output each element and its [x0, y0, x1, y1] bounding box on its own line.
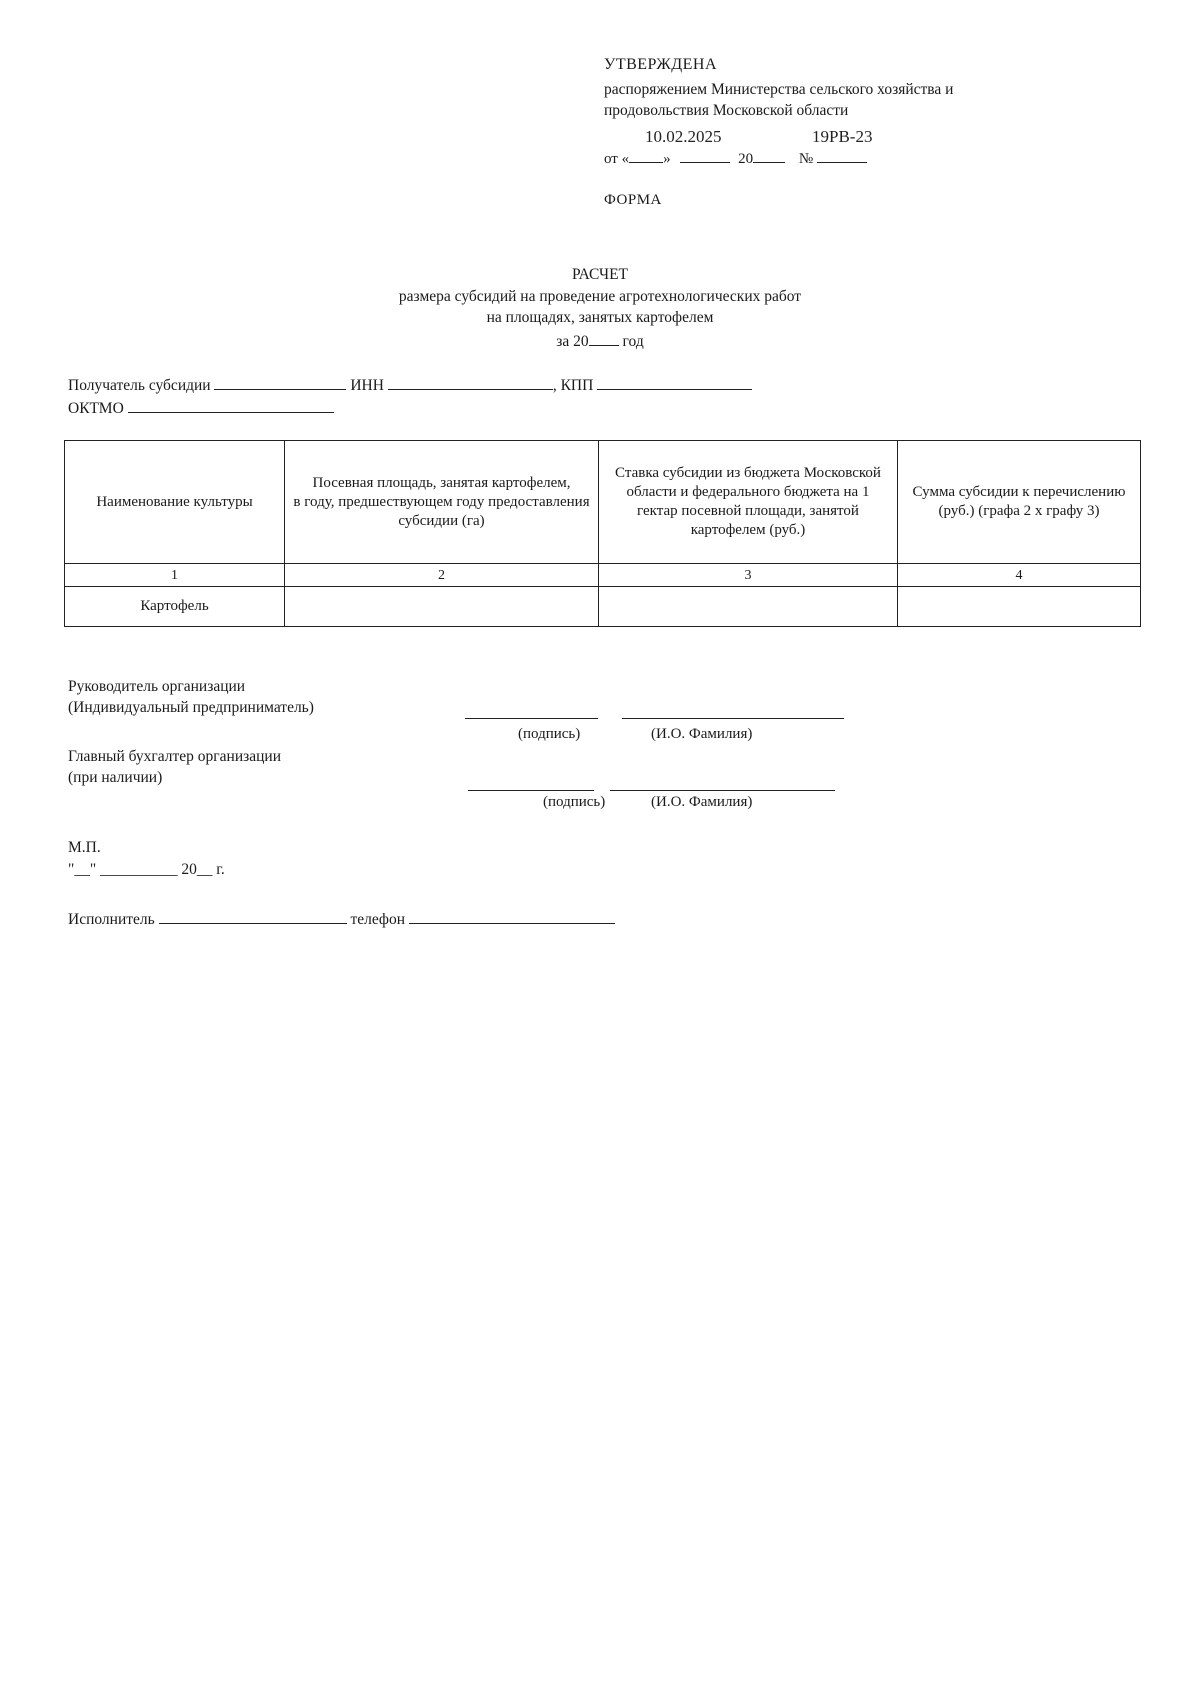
cell-area[interactable]	[285, 587, 599, 627]
number-prefix: №	[798, 151, 814, 167]
handwritten-number: 19РВ-23	[812, 127, 873, 146]
header-sown-area-line2: в году, предшествующем году предоставления субсидии (га)	[293, 493, 590, 529]
subsidy-table	[64, 440, 1141, 627]
accountant-signature-caption: (подпись)	[543, 794, 606, 810]
inn-field[interactable]	[388, 373, 553, 390]
accountant-label-line2: (при наличии)	[68, 769, 163, 786]
approval-date-line	[604, 146, 867, 168]
header-sown-area-line1: Посевная площадь, занятая картофелем,	[312, 474, 571, 491]
recipient-row	[68, 373, 752, 395]
header-subsidy-rate: Ставка субсидии из бюджета Московской области и федерального бюджета на 1 гектар посевной площади, занятой картофелем (руб.)	[599, 441, 898, 564]
executor-field[interactable]	[159, 907, 347, 924]
accountant-name-caption: (И.О. Фамилия)	[651, 794, 753, 810]
kpp-field[interactable]	[597, 373, 752, 390]
head-name-line[interactable]	[622, 718, 844, 719]
header-sown-area	[285, 441, 599, 564]
table-column-numbers	[65, 564, 1141, 587]
document-title	[300, 264, 900, 352]
title-year-blank	[589, 329, 619, 346]
executor-label: Исполнитель	[68, 911, 155, 928]
from-prefix: от «	[604, 151, 630, 167]
head-name-caption: (И.О. Фамилия)	[651, 726, 753, 742]
number-blank	[817, 146, 867, 163]
cell-crop: Картофель	[65, 587, 285, 627]
executor-row	[68, 907, 615, 929]
accountant-name-line[interactable]	[610, 790, 835, 791]
stamp-date-line: "__" __________ 20__ г.	[68, 861, 225, 878]
day-blank	[629, 146, 663, 163]
kpp-label: , КПП	[552, 377, 594, 394]
year-blank	[753, 146, 785, 163]
head-signature-line[interactable]	[465, 718, 598, 719]
header-crop-name: Наименование культуры	[65, 441, 285, 564]
stamp-label: М.П.	[68, 839, 101, 856]
from-close: »	[663, 151, 671, 167]
recipient-field[interactable]	[214, 373, 346, 390]
accountant-label-line1: Главный бухгалтер организации	[68, 748, 282, 765]
accountant-signature-line[interactable]	[468, 790, 594, 791]
inn-label: ИНН	[350, 377, 384, 394]
year-label-suffix: год	[622, 332, 644, 350]
title-line-3: на площадях, занятых картофелем	[486, 309, 714, 326]
phone-label: телефон	[350, 911, 405, 928]
year-prefix: 20	[738, 151, 754, 167]
column-number: 1	[65, 564, 285, 587]
column-number: 3	[599, 564, 898, 587]
year-label-prefix: за 20	[556, 332, 589, 350]
table-row	[65, 587, 1141, 627]
head-signature-caption: (подпись)	[518, 726, 581, 742]
recipient-label: Получатель субсидии	[68, 377, 211, 394]
month-blank	[680, 146, 730, 163]
table-header-row	[65, 441, 1141, 564]
handwritten-date: 10.02.2025	[645, 127, 722, 146]
column-number: 4	[898, 564, 1141, 587]
head-label-line1: Руководитель организации	[68, 678, 246, 695]
approval-line-2: продовольствия Московской области	[604, 102, 849, 119]
oktmo-row	[68, 396, 334, 418]
approval-line-1: распоряжением Министерства сельского хозяйства и	[604, 81, 954, 98]
head-label-line2: (Индивидуальный предприниматель)	[68, 699, 314, 716]
cell-rate[interactable]	[599, 587, 898, 627]
oktmo-field[interactable]	[128, 396, 334, 413]
header-subsidy-sum: Сумма субсидии к перечислению (руб.) (графа 2 х графу 3)	[898, 441, 1141, 564]
cell-sum[interactable]	[898, 587, 1141, 627]
phone-field[interactable]	[409, 907, 615, 924]
oktmo-label: ОКТМО	[68, 400, 124, 417]
forma-label: ФОРМА	[604, 192, 662, 208]
title-line-1: РАСЧЕТ	[571, 266, 629, 283]
approval-title: УТВЕРЖДЕНА	[604, 56, 718, 73]
column-number: 2	[285, 564, 599, 587]
title-line-2: размера субсидий на проведение агротехнологических работ	[398, 287, 802, 305]
title-line-4	[300, 329, 900, 353]
